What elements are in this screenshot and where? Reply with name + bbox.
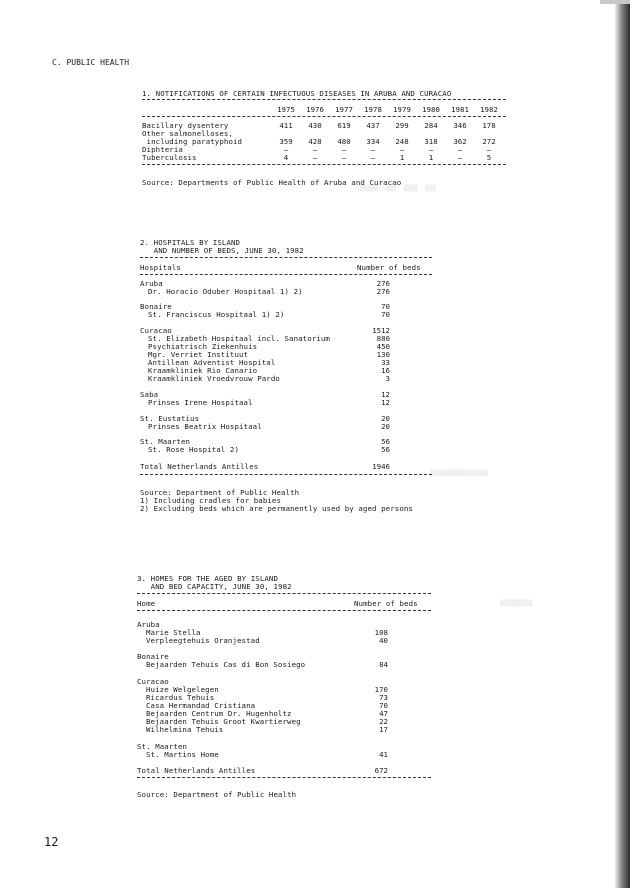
- hospital-name: St. Elizabeth Hospitaal incl. Sanatorium: [148, 334, 330, 343]
- column-header: Hospitals: [140, 263, 181, 272]
- year-header: 1980: [422, 105, 440, 114]
- hospital-name: Kraamkliniek Rio Canario: [148, 366, 258, 375]
- island-total: 70: [381, 302, 390, 311]
- hospital-name: Antillean Adventist Hospital: [148, 358, 276, 367]
- cell: 272: [482, 137, 496, 146]
- cell: –: [399, 145, 405, 154]
- cell: 1: [428, 153, 434, 162]
- column-header: Number of beds: [357, 263, 421, 272]
- island-total: 56: [381, 437, 390, 446]
- home-beds: 47: [379, 709, 388, 718]
- island-label: Aruba: [137, 620, 160, 629]
- hospital-beds: 20: [381, 422, 390, 431]
- total-value: 672: [374, 766, 388, 775]
- cell: 480: [337, 137, 351, 146]
- table-rule: [142, 116, 506, 117]
- row-label: Bacillary dysentery: [142, 121, 229, 130]
- cell: –: [283, 145, 289, 154]
- cell: –: [486, 145, 492, 154]
- cell: –: [457, 145, 463, 154]
- footnote: 2) Excluding beds which are permanently used by aged persons: [140, 504, 413, 513]
- cell: 1: [399, 153, 405, 162]
- home-beds: 73: [379, 693, 388, 702]
- table-rule: [140, 474, 432, 475]
- table-rule: [142, 99, 506, 100]
- island-label: Bonaire: [137, 652, 169, 661]
- home-name: Bejaarden Tehuis Groot Kwartierweg: [146, 717, 301, 726]
- total-label: Total Netherlands Antilles: [137, 766, 256, 775]
- home-name: Casa Hermandad Cristiana: [146, 701, 256, 710]
- home-name: Huize Welgelegen: [146, 685, 219, 694]
- cell: 428: [308, 137, 322, 146]
- page-edge-top: [600, 0, 630, 4]
- cell: 284: [424, 121, 438, 130]
- island-total: 276: [376, 279, 390, 288]
- hospital-beds: 33: [381, 358, 390, 367]
- row-label: Tuberculosis: [142, 153, 197, 162]
- home-beds: 70: [379, 701, 388, 710]
- cell: –: [457, 153, 463, 162]
- cell: –: [428, 145, 434, 154]
- home-beds: 40: [379, 636, 388, 645]
- total-value: 1946: [372, 462, 390, 471]
- row-label: Diphteria: [142, 145, 183, 154]
- cell: –: [370, 145, 376, 154]
- home-name: Bejaarden Centrum Dr. Hugenholtz: [146, 709, 292, 718]
- cell: 334: [366, 137, 380, 146]
- island-label: Aruba: [140, 279, 163, 288]
- island-label: Saba: [140, 390, 159, 399]
- row-label: including paratyphoid: [142, 137, 243, 146]
- hospital-beds: 16: [381, 366, 390, 375]
- table-rule: [142, 164, 506, 165]
- year-header: 1981: [451, 105, 469, 114]
- column-header: Number of beds: [354, 599, 418, 608]
- table-title: 2. HOSPITALS BY ISLAND: [140, 238, 241, 247]
- hospital-name: Prinses Irene Hospitaal: [148, 398, 253, 407]
- home-beds: 17: [379, 725, 388, 734]
- cell: 362: [453, 137, 467, 146]
- source-note: Source: Departments of Public Health of Aruba and Curacao: [142, 178, 402, 187]
- home-name: Bejaarden Tehuis Cas di Bon Sosiego: [146, 660, 306, 669]
- row-label: Other salmonelloses,: [142, 129, 233, 138]
- section-heading: C. PUBLIC HEALTH: [52, 58, 130, 67]
- table-rule: [137, 777, 431, 778]
- total-label: Total Netherlands Antilles: [140, 462, 259, 471]
- island-label: Curacao: [140, 326, 172, 335]
- home-beds: 22: [379, 717, 388, 726]
- cell: –: [341, 145, 347, 154]
- home-beds: 108: [374, 628, 388, 637]
- hospital-name: Psychiatrisch Ziekenhuis: [148, 342, 258, 351]
- home-beds: 41: [379, 750, 388, 759]
- source-note: Source: Department of Public Health: [140, 488, 300, 497]
- home-name: Wilhelmina Tehuis: [146, 725, 224, 734]
- show-through: ▒▒▒▒▒▒▒▒▒▒▒▒▒▒▒▒: [430, 470, 488, 477]
- cell: 4: [283, 153, 289, 162]
- island-total: 1512: [372, 326, 390, 335]
- cell: 248: [395, 137, 409, 146]
- year-header: 1977: [335, 105, 353, 114]
- hospital-name: Prinses Beatrix Hospitaal: [148, 422, 262, 431]
- cell: 299: [395, 121, 409, 130]
- cell: –: [370, 153, 376, 162]
- hospital-beds: 880: [376, 334, 390, 343]
- home-name: Ricardus Tehuis: [146, 693, 215, 702]
- home-name: Marie Stella: [146, 628, 201, 637]
- page-edge-shadow: [614, 0, 630, 888]
- table-title: AND BED CAPACITY, JUNE 30, 1982: [137, 582, 292, 591]
- hospital-beds: 70: [381, 310, 390, 319]
- home-name: St. Martins Home: [146, 750, 219, 759]
- island-total: 20: [381, 414, 390, 423]
- island-label: St. Maarten: [137, 742, 188, 751]
- cell: 178: [482, 121, 496, 130]
- island-label: St. Maarten: [140, 437, 191, 446]
- table-rule: [137, 610, 431, 611]
- column-header: Home: [137, 599, 156, 608]
- hospital-beds: 450: [376, 342, 390, 351]
- table-rule: [140, 257, 432, 258]
- year-header: 1975: [277, 105, 295, 114]
- hospital-name: St. Franciscus Hospitaal 1) 2): [148, 310, 285, 319]
- cell: 437: [366, 121, 380, 130]
- hospital-beds: 130: [376, 350, 390, 359]
- cell: 318: [424, 137, 438, 146]
- island-label: St. Eustatius: [140, 414, 200, 423]
- footnote: 1) Including cradles for babies: [140, 496, 282, 505]
- hospital-name: Dr. Horacio Oduber Hospitaal 1) 2): [148, 287, 303, 296]
- hospital-beds: 3: [385, 374, 390, 383]
- hospital-name: Mgr. Verriet Instituut: [148, 350, 249, 359]
- cell: 5: [486, 153, 492, 162]
- island-label: Bonaire: [140, 302, 172, 311]
- table-rule: [140, 274, 432, 275]
- table-title: 3. HOMES FOR THE AGED BY ISLAND: [137, 574, 279, 583]
- cell: 346: [453, 121, 467, 130]
- year-header: 1979: [393, 105, 411, 114]
- cell: –: [312, 145, 318, 154]
- hospital-name: St. Rose Hospital 2): [148, 445, 239, 454]
- table-title: 1. NOTIFICATIONS OF CERTAIN INFECTUOUS DISEASES IN ARUBA AND CURACAO: [142, 89, 452, 98]
- island-total: 12: [381, 390, 390, 399]
- hospital-beds: 276: [376, 287, 390, 296]
- source-note: Source: Department of Public Health: [137, 790, 297, 799]
- cell: 619: [337, 121, 351, 130]
- cell: –: [341, 153, 347, 162]
- hospital-beds: 56: [381, 445, 390, 454]
- cell: 359: [279, 137, 293, 146]
- home-name: Verpleegtehuis Oranjestad: [146, 636, 260, 645]
- cell: 411: [279, 121, 293, 130]
- year-header: 1976: [306, 105, 324, 114]
- cell: 430: [308, 121, 322, 130]
- home-beds: 84: [379, 660, 388, 669]
- year-header: 1982: [480, 105, 498, 114]
- hospital-name: Kraamkliniek Vroedvrouw Pardo: [148, 374, 280, 383]
- island-label: Curacao: [137, 677, 169, 686]
- year-header: 1978: [364, 105, 382, 114]
- page-number: 12: [44, 835, 59, 849]
- hospital-beds: 12: [381, 398, 390, 407]
- table-title: AND NUMBER OF BEDS, JUNE 30, 1982: [140, 246, 304, 255]
- home-beds: 170: [374, 685, 388, 694]
- cell: –: [312, 153, 318, 162]
- show-through: ▒▒▒▒▒ ▒▒▒ ▒▒▒▒ ▒▒▒: [360, 185, 436, 192]
- table-rule: [137, 593, 431, 594]
- show-through: ▒▒▒▒▒▒▒▒▒: [500, 600, 533, 607]
